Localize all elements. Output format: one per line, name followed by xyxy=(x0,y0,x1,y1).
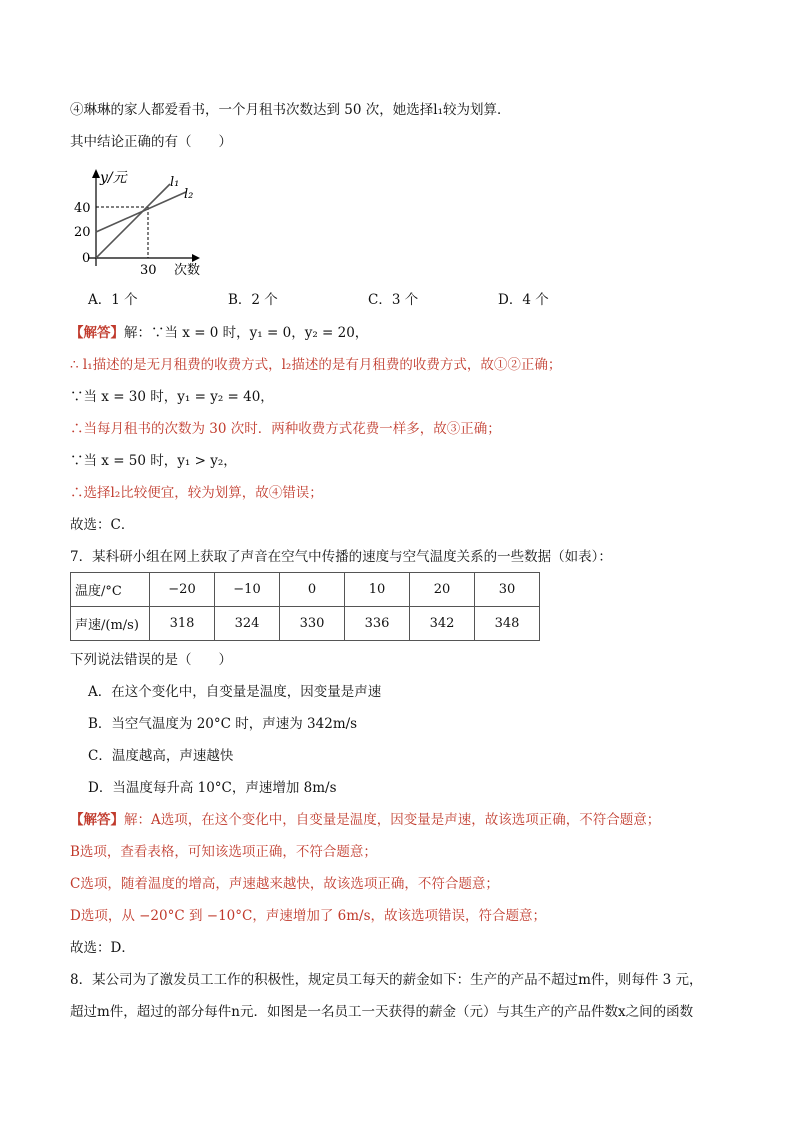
question-6-prompt: 其中结论正确的有（ ） xyxy=(70,134,232,150)
option-b[interactable]: B．2 个 xyxy=(228,292,278,308)
answer-6-line-7: 故选：C． xyxy=(70,517,135,533)
answer-7-line-4: D选项，从 −20°C 到 −10°C，声速增加了 6m/s，故该选项错误，符合题意； xyxy=(70,908,546,924)
line-l2-label: l₂ xyxy=(184,187,194,202)
question-7-prompt: 下列说法错误的是（ ） xyxy=(70,652,232,668)
table-cell: 20 xyxy=(410,573,475,607)
table-cell: 318 xyxy=(150,607,215,641)
table-cell: 10 xyxy=(345,573,410,607)
answer-6-line-5: ∵当 x = 50 时，y₁ > y₂， xyxy=(70,453,237,469)
table-cell: 30 xyxy=(475,573,540,607)
table-cell: 324 xyxy=(215,607,280,641)
option-a[interactable]: A．1 个 xyxy=(88,292,138,308)
x-tick-30: 30 xyxy=(140,263,157,278)
line-l1-label: l₁ xyxy=(170,175,180,190)
answer-7-line-2: B选项，查看表格，可知该选项正确，不符合题意； xyxy=(70,844,377,860)
answer-6-text-1: 解：∵当 x = 0 时，y₁ = 0，y₂ = 20， xyxy=(124,325,369,341)
option-d[interactable]: D．4 个 xyxy=(498,292,549,308)
table-row xyxy=(71,607,540,641)
origin-label: 0 xyxy=(82,251,91,266)
question-8-line-2: 超过m件，超过的部分每件n元．如图是一名员工一天获得的薪金（元）与其生产的产品件数x之间的函数 xyxy=(70,1004,694,1020)
option-d[interactable]: D．当温度每升高 10°C，声速增加 8m/s xyxy=(88,780,337,796)
question-7-stem: 7．某科研小组在网上获取了声音在空气中传播的速度与空气温度关系的一些数据（如表）： xyxy=(70,549,612,565)
answer-6-line-3: ∵当 x = 30 时，y₁ = y₂ = 40， xyxy=(70,389,274,405)
option-a[interactable]: A．在这个变化中，自变量是温度，因变量是声速 xyxy=(88,684,382,700)
answer-6-line-1 xyxy=(70,323,368,343)
table-cell: −20 xyxy=(150,573,215,607)
answer-tag: 【解答】 xyxy=(70,325,124,341)
answer-6-line-4: ∴当每月租书的次数为 30 次时．两种收费方式花费一样多，故③正确； xyxy=(70,421,501,437)
y-axis-label: y/元 xyxy=(100,170,127,186)
line-l2 xyxy=(96,192,186,232)
answer-7-text-1: 解：A选项，在这个变化中，自变量是温度，因变量是声速，故该选项正确，不符合题意； xyxy=(124,812,661,828)
y-tick-20: 20 xyxy=(74,225,91,240)
table-cell: 0 xyxy=(280,573,345,607)
option-c[interactable]: C．温度越高，声速越快 xyxy=(88,748,234,764)
item-4-text: ④琳琳的家人都爱看书，一个月租书次数达到 50 次，她选择l₁较为划算． xyxy=(70,102,511,118)
x-axis-label: 次数 xyxy=(174,263,201,278)
table-cell: −10 xyxy=(215,573,280,607)
option-b[interactable]: B．当空气温度为 20°C 时，声速为 342m/s xyxy=(88,716,358,732)
table-cell: 348 xyxy=(475,607,540,641)
row-label-speed: 声速/(m/s) xyxy=(71,607,150,641)
answer-6-line-6: ∴选择l₂比较便宜，较为划算，故④错误； xyxy=(70,485,323,501)
option-c[interactable]: C．3 个 xyxy=(368,292,419,308)
line-l1 xyxy=(96,184,170,258)
rent-cost-graph xyxy=(70,162,220,284)
temperature-speed-table xyxy=(70,572,540,641)
x-axis-arrow xyxy=(192,254,200,262)
question-6-options xyxy=(88,290,549,310)
table-cell: 330 xyxy=(280,607,345,641)
table-cell: 336 xyxy=(345,607,410,641)
table-row xyxy=(71,573,540,607)
y-tick-40: 40 xyxy=(74,201,91,216)
answer-7-line-1 xyxy=(70,810,660,830)
answer-7-line-5: 故选：D． xyxy=(70,940,135,956)
row-label-temperature: 温度/°C xyxy=(71,573,150,607)
y-axis-arrow xyxy=(92,169,100,178)
answer-tag: 【解答】 xyxy=(70,812,124,828)
question-8-line-1: 8．某公司为了激发员工工作的积极性，规定员工每天的薪金如下：生产的产品不超过m件，则每件 3 元， xyxy=(70,972,703,988)
answer-6-line-2: ∴ l₁描述的是无月租费的收费方式，l₂描述的是有月租费的收费方式，故①②正确； xyxy=(70,357,562,373)
table-cell: 342 xyxy=(410,607,475,641)
answer-7-line-3: C选项，随着温度的增高，声速越来越快，故该选项正确，不符合题意； xyxy=(70,876,499,892)
